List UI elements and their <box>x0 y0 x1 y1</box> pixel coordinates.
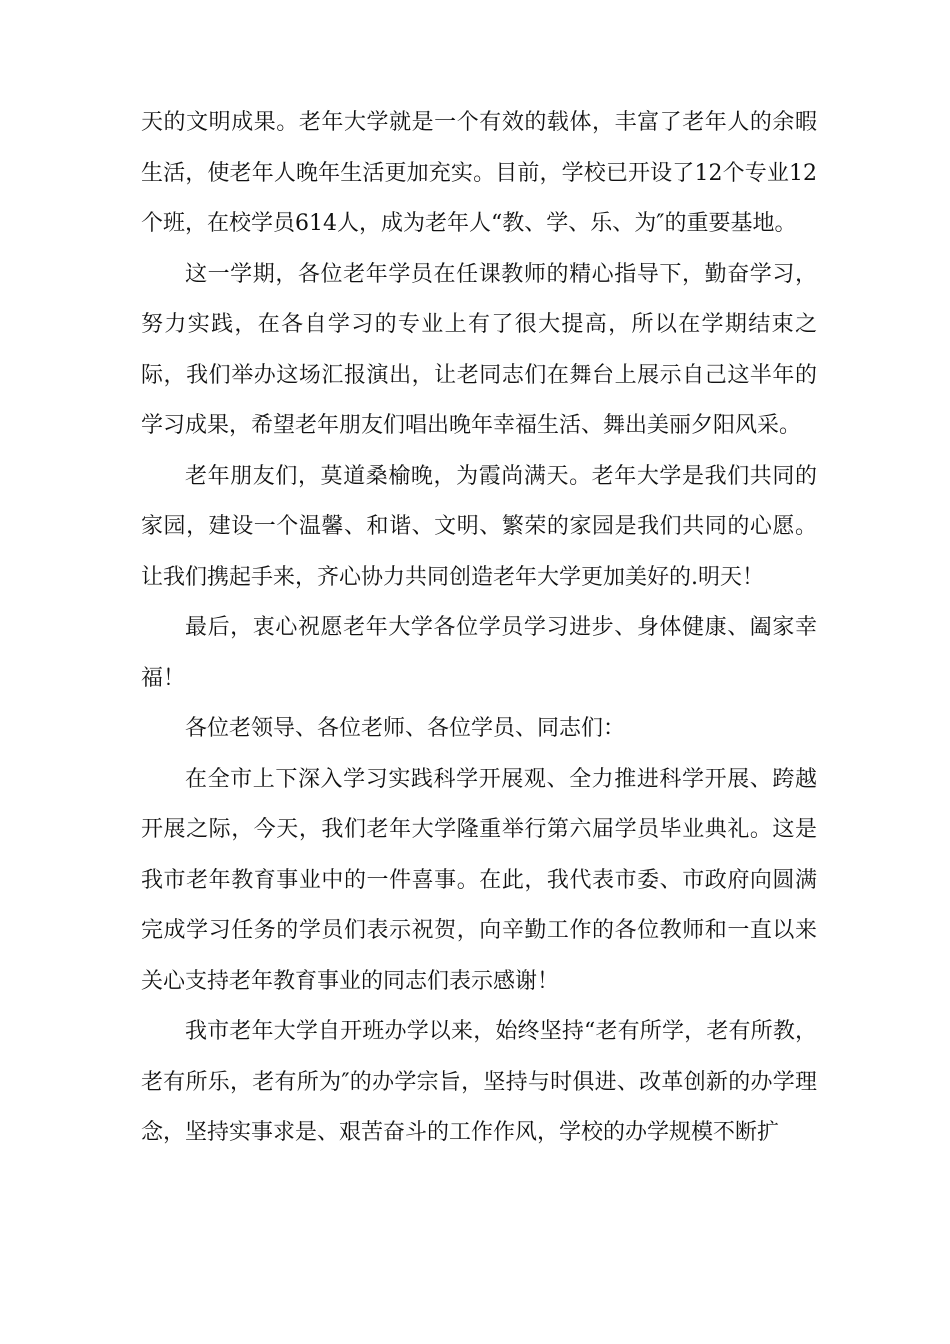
paragraph-school-history: 我市老年大学自开班办学以来，始终坚持“老有所学，老有所教，老有所乐，老有所为″的办学宗旨，坚持与时俱进、改革创新的办学理念，坚持实事求是、艰苦奋斗的工作作风，学校的办学规模不断扩 <box>141 1019 817 1145</box>
paragraph-graduation: 在全市上下深入学习实践科学开展观、全力推进科学开展、跨越开展之际，今天，我们老年大学隆重举行第六届学员毕业典礼。这是我市老年教育事业中的一件喜事。在此，我代表市委、市政府向圆满完成学习任务的学员们表示祝贺，向辛勤工作的各位教师和一直以来关心支持老年教育事业的同志们表示感谢！ <box>141 766 817 994</box>
paragraph-old-friends: 老年朋友们，莫道桑榆晚，为霞尚满天。老年大学是我们共同的家园，建设一个温馨、和谐、文明、繁荣的家园是我们共同的心愿。让我们携起手来，齐心协力共同创造老年大学更加美好的.明天！ <box>141 463 817 590</box>
paragraph-wishes: 最后，衷心祝愿老年大学各位学员学习进步、身体健康、阖家幸福！ <box>141 615 817 691</box>
paragraph-salutation: 各位老领导、各位老师、各位学员、同志们： <box>185 716 626 741</box>
document-body <box>141 98 817 1159</box>
paragraph-semester: 这一学期，各位老年学员在任课教师的精心指导下，勤奋学习，努力实践，在各自学习的专业上有了很大提高，所以在学期结束之际，我们举办这场汇报演出，让老同志们在舞台上展示自己这半年的学习成果，希望老年朋友们唱出晚年幸福生活、舞出美丽夕阳风采。 <box>141 261 817 438</box>
paragraph-continuation: 天的文明成果。老年大学就是一个有效的载体，丰富了老年人的余暇生活，使老年人晚年生活更加充实。目前，学校已开设了12个专业12个班，在校学员614人，成为老年人“教、学、乐、为″的重要基地。 <box>141 110 817 236</box>
